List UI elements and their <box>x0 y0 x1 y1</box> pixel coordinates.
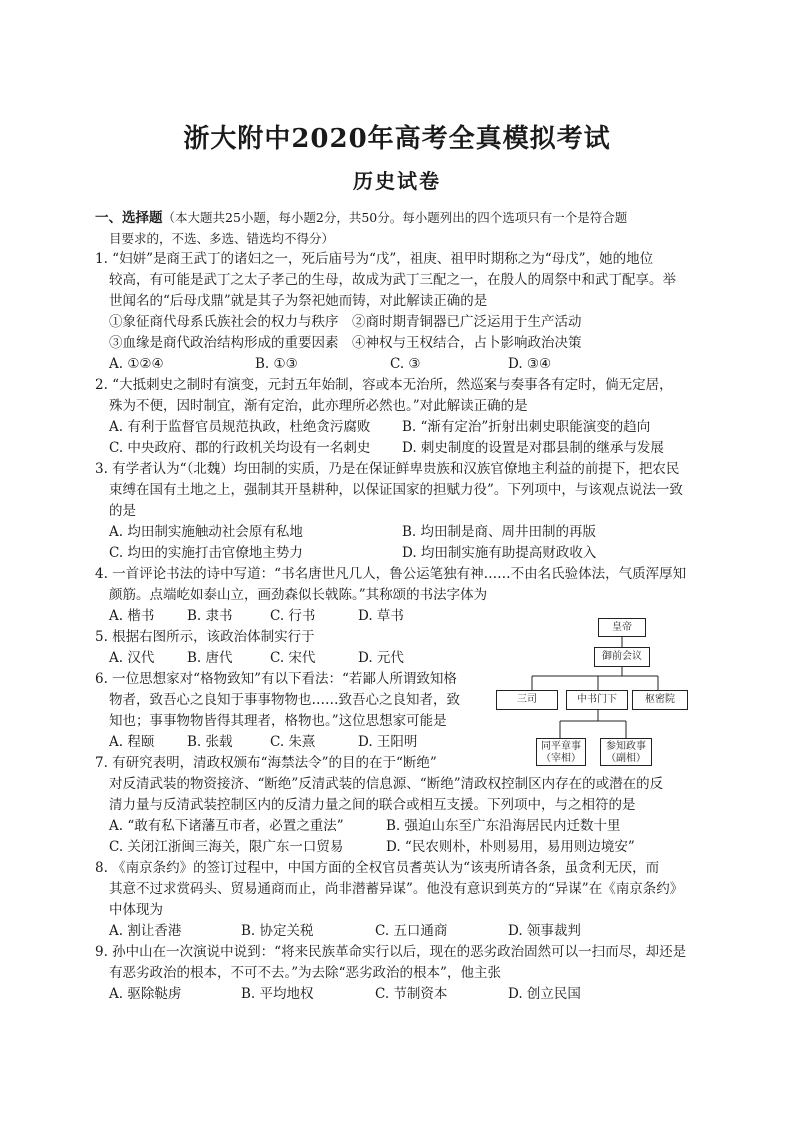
section-note: （本大题共25小题，每小题2分，共50分。每小题列出的四个选项只有一个是符合题 <box>162 210 628 225</box>
q7-option: C. 关闭江浙闽三海关，限广东一口贸易 <box>109 839 344 855</box>
q1-line: ①象征商代母系氏族社会的权力与秩序 ②商时期青铜器已广泛运用于生产活动 <box>109 314 582 330</box>
q1-line: 1. “妇姘”是商王武丁的诸妇之一，死后庙号为“戊”，祖庚、祖甲时期称之为“母戊”，她的地位 <box>95 251 654 267</box>
q7-option: A. “敢有私下诸藩互市者，必置之重法” <box>109 818 344 834</box>
q2-option: B. “渐有定治”折射出刺史职能演变的趋向 <box>402 419 651 435</box>
q3-line: 束缚在国有土地之上，强制其开垦耕种，以保证国家的担赋力役”。下列项中，与该观点说法一致 <box>109 482 683 498</box>
section-title: 一、选择题 <box>95 210 163 226</box>
node-zhongshu-menxia <box>566 690 628 710</box>
q9-option: D. 创立民国 <box>508 986 581 1002</box>
q6-option: C. 朱熹 <box>270 734 316 750</box>
q5-option: B. 唐代 <box>187 650 233 666</box>
q1-line: ③血缘是商代政治结构形成的重要因素 ④神权与王权结合，占卜影响政治决策 <box>109 335 582 351</box>
section-note-cont: 目要求的，不选、多选、错选均不得分） <box>109 231 335 246</box>
section-heading <box>95 208 627 228</box>
q4-option: A. 楷书 <box>109 608 155 624</box>
q5-option: A. 汉代 <box>109 650 155 666</box>
q4-option: C. 行书 <box>270 608 316 624</box>
q4-line: 4. 一首评论书法的诗中写道：“书名唐世凡几人，鲁公运笔独有神……不由名氏验体法，气质浑厚知 <box>95 566 687 582</box>
q6-line: 物者，致吾心之良知于事事物物也……致吾心之良知者，致 <box>109 692 460 708</box>
node-emperor <box>598 618 646 637</box>
q7-line: 对反清武装的物资接济、“断绝”反清武装的信息源、“断绝”清政权控制区内存在的或潜在的反 <box>109 776 664 792</box>
q8-option: C. 五口通商 <box>375 923 448 939</box>
q8-option: B. 协定关税 <box>241 923 314 939</box>
q8-option: A. 割让香港 <box>109 923 182 939</box>
q9-option: C. 节制资本 <box>375 986 448 1002</box>
node-label: 皇帝 <box>612 622 632 633</box>
q1-option: B. ①③ <box>255 356 298 372</box>
q1-option: A. ①②④ <box>109 356 164 372</box>
q3-line: 3. 有学者认为“（北魏）均田制的实质，乃是在保证鲜卑贵族和汉族官僚地主利益的前提下，把农民 <box>95 461 680 477</box>
q4-option: D. 草书 <box>358 608 404 624</box>
q8-line: 其意不过求赏码头、贸易通商而止，尚非潜蓄异谋”。他没有意识到英方的“异谋”在《南京条约》 <box>109 881 684 897</box>
node-label: 中书门下 <box>577 694 617 705</box>
song-government-diagram <box>494 618 690 768</box>
exam-subtitle: 历史试卷 <box>353 169 441 193</box>
q9-option: A. 驱除鞑虏 <box>109 986 182 1002</box>
q6-option: B. 张载 <box>187 734 233 750</box>
q7-option: B. 强迫山东至广东沿海居民内迁数十里 <box>386 818 621 834</box>
exam-title: 浙大附中2020年高考全真模拟考试 <box>183 124 611 154</box>
node-label: 同平章事 <box>541 741 581 752</box>
q7-line: 清力量与反清武装控制区内的反清力量之间的联合或相互支援。下列项中，与之相符的是 <box>109 797 636 813</box>
q9-option: B. 平均地权 <box>241 986 314 1002</box>
q8-line: 8. 《南京条约》的签订过程中，中国方面的全权官员耆英认为“该夷所请各条，虽贪利无厌，而 <box>95 860 660 876</box>
node-chancellor <box>536 738 586 766</box>
q3-option: A. 均田制实施触动社会原有私地 <box>109 524 303 540</box>
q6-line: 6. 一位思想家对“格物致知”有以下看法：“若鄙人所谓致知格 <box>95 671 457 687</box>
q2-option: D. 刺史制度的设置是对郡县制的继承与发展 <box>402 440 664 456</box>
q1-line: 较高，有可能是武丁之太子孝己的生母，故成为武丁三配之一，在殷人的周祭中和武丁配享。举 <box>109 272 676 288</box>
q1-line: 世闻名的“后母戊鼎”就是其子为祭祀她而铸，对此解读正确的是 <box>109 293 488 309</box>
q5-option: C. 宋代 <box>270 650 316 666</box>
q2-option: C. 中央政府、郡的行政机关均设有一名刺史 <box>109 440 371 456</box>
node-vice-chancellor <box>600 738 652 766</box>
node-label: （副相） <box>606 753 646 764</box>
node-label: 参知政事 <box>606 741 646 752</box>
q7-option: D. “民农则朴，朴则易用，易用则边境安” <box>386 839 635 855</box>
q8-option: D. 领事裁判 <box>508 923 581 939</box>
node-imperial-council <box>594 647 650 667</box>
q3-option: D. 均田制实施有助提高财政收入 <box>402 545 597 561</box>
q5-line: 5. 根据右图所示，该政治体制实行于 <box>95 629 315 645</box>
q6-option: A. 程颐 <box>109 734 155 750</box>
node-label: 御前会议 <box>602 651 642 662</box>
q3-line: 的是 <box>109 503 136 519</box>
q1-option: D. ③④ <box>508 356 552 372</box>
q9-line: 有恶劣政治的根本，不可不去。”为去除“恶劣政治的根本”，他主张 <box>109 965 501 981</box>
q2-line: 殊为不便，因时制宜，渐有定治，此亦理所必然也。”对此解读正确的是 <box>109 398 528 414</box>
q2-option: A. 有利于监督官员规范执政，杜绝贪污腐败 <box>109 419 371 435</box>
q1-option: C. ③ <box>390 356 421 372</box>
q8-line: 中体现为 <box>109 902 163 918</box>
q9-line: 9. 孙中山在一次演说中说到：“将来民族革命实行以后，现在的恶劣政治固然可以一扫而尽，却还是 <box>95 944 687 960</box>
q6-line: 知也；事事物物皆得其理者，格物也。”这位思想家可能是 <box>109 713 447 729</box>
node-sansi <box>496 690 558 710</box>
q3-option: B. 均田制是商、周井田制的再版 <box>402 524 597 540</box>
q4-option: B. 隶书 <box>187 608 233 624</box>
q5-option: D. 元代 <box>358 650 404 666</box>
q7-line: 7. 有研究表明，清政权颁布“海禁法令”的目的在于“断绝” <box>95 755 437 771</box>
node-shumiyuan <box>632 690 688 710</box>
q4-line: 颜筋。点端屹如泰山立，画劲森似长戟陈。”其称颂的书法字体为 <box>109 587 488 603</box>
q3-option: C. 均田的实施打击官僚地主势力 <box>109 545 303 561</box>
node-label: （宰相） <box>541 753 581 764</box>
q6-option: D. 王阳明 <box>358 734 418 750</box>
q2-line: 2. “大抵刺史之制时有演变，元封五年始制，容或本无治所，然巡案与奏事各有定时，倘无定居， <box>95 377 673 393</box>
node-label: 枢密院 <box>645 694 675 705</box>
node-label: 三司 <box>517 694 537 705</box>
